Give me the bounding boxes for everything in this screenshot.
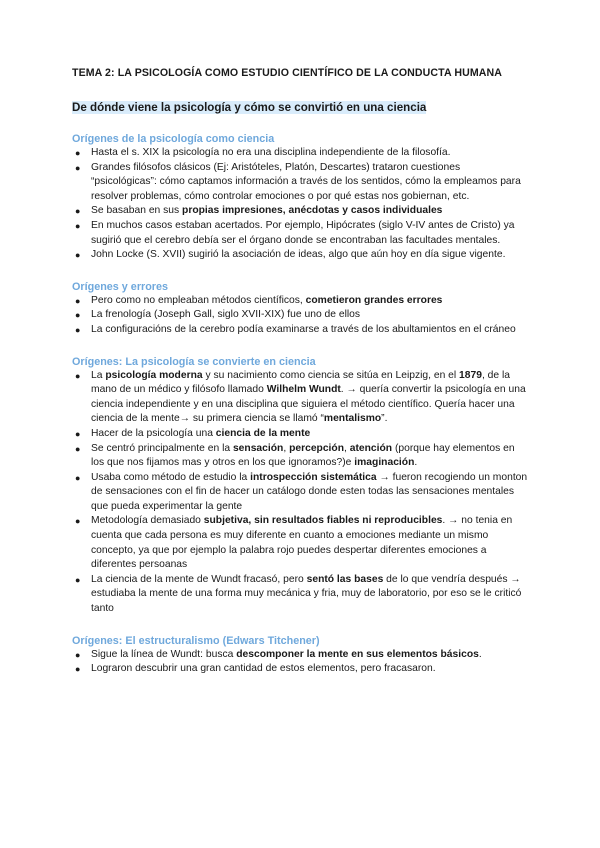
text-run: La frenología (Joseph Gall, siglo XVII-XIX) fue uno de ellos xyxy=(91,309,361,321)
text-run: . xyxy=(478,648,482,660)
list-item xyxy=(72,662,528,677)
list-item xyxy=(72,442,528,471)
text-run: En muchos casos estaban acertados. Por ejemplo, Hipócrates (siglo V-IV antes de Cristo) ya sugirió que el cerebro debía ser el órgano donde se encontraban las facultades mentales. xyxy=(91,219,515,246)
text-run: Hacer de la psicología una xyxy=(91,427,216,439)
bold-text: subjetiva, sin resultados fiables ni reproducibles xyxy=(203,515,443,527)
list-item xyxy=(72,514,528,572)
bullet-list xyxy=(72,294,528,338)
text-run: , de la mano de un médico y filósofo llamado xyxy=(91,369,511,396)
bullet-dot-icon: ● xyxy=(75,428,81,439)
text-run: . → quería convertir la psicología en una ciencia independiente y en una disciplina que siguiera el método científico. Quería hacer una ciencia de la mente→ su primera ciencia se llamó “ xyxy=(91,384,526,425)
bold-text: mentalismo xyxy=(323,413,382,425)
section xyxy=(72,355,528,617)
list-item xyxy=(72,308,528,323)
text-run: Se centró principalmente en la xyxy=(91,442,233,454)
text-run: Hasta el s. XIX la psicología no era una disciplina independiente de la filosofía. xyxy=(91,147,451,158)
section xyxy=(72,280,528,338)
bullet-dot-icon: ● xyxy=(75,220,81,231)
text-run: John Locke (S. XVII) sugirió la asociación de ideas, algo que aún hoy en día sigue vigente. xyxy=(91,249,506,261)
bullet-dot-icon: ● xyxy=(75,574,81,585)
text-run: . xyxy=(414,457,418,469)
bold-text: percepción xyxy=(289,442,344,454)
list-item xyxy=(72,161,528,205)
sections-container xyxy=(72,132,528,677)
bullet-dot-icon: ● xyxy=(75,162,81,173)
list-item xyxy=(72,648,528,663)
bold-text: introspección sistemática xyxy=(250,471,377,483)
list-item xyxy=(72,219,528,248)
section-heading: Orígenes de la psicología como ciencia xyxy=(72,133,275,145)
bold-text: sensación xyxy=(232,442,284,454)
text-run: Usaba como método de estudio la xyxy=(91,471,251,483)
text-run: , xyxy=(344,442,350,454)
document-body xyxy=(72,66,528,677)
bullet-dot-icon: ● xyxy=(75,250,81,261)
text-run: La ciencia de la mente de Wundt fracasó, pero xyxy=(91,573,307,585)
bullet-list xyxy=(72,369,528,617)
bold-text: sentó las bases xyxy=(306,573,384,585)
text-run: Lograron descubrir una gran cantidad de estos elementos, pero fracasaron. xyxy=(91,663,436,675)
bullet-dot-icon: ● xyxy=(75,443,81,454)
list-item xyxy=(72,471,528,515)
document-title: TEMA 2: LA PSICOLOGÍA COMO ESTUDIO CIENTÍFICO DE LA CONDUCTA HUMANA xyxy=(72,67,503,79)
bullet-dot-icon: ● xyxy=(75,324,81,335)
text-run: La configuracións de la cerebro podía examinarse a través de los abultamientos en el cráneo xyxy=(91,323,516,335)
list-item xyxy=(72,248,528,263)
subtitle-highlight: De dónde viene la psicología y cómo se convirtió en una ciencia xyxy=(72,101,427,114)
bullet-dot-icon: ● xyxy=(75,310,81,321)
text-run: ”. xyxy=(381,413,388,425)
bullet-dot-icon: ● xyxy=(75,649,81,660)
bullet-list xyxy=(72,648,528,677)
bullet-dot-icon: ● xyxy=(75,206,81,217)
list-item xyxy=(72,573,528,617)
text-run: → fueron recogiendo un monton de sensaciones con el fin de hacer un catálogo donde esten todas las sensaciones mentales que pueda experimentar la gente xyxy=(91,471,528,512)
section xyxy=(72,132,528,263)
list-item xyxy=(72,294,528,309)
text-run: , xyxy=(283,442,290,454)
bold-text: descomponer la mente en sus elementos básicos xyxy=(236,648,479,660)
list-item xyxy=(72,146,528,161)
bullet-dot-icon: ● xyxy=(75,516,81,527)
bold-text: imaginación xyxy=(354,457,415,469)
section-heading: Orígenes: La psicología se convierte en ciencia xyxy=(72,355,316,368)
section-heading: Orígenes y errores xyxy=(72,280,169,293)
section-heading: Orígenes: El estructuralismo (Edwars Titchener) xyxy=(72,634,320,647)
bold-text: atención xyxy=(349,442,393,454)
bullet-dot-icon: ● xyxy=(75,472,81,483)
list-item xyxy=(72,369,528,427)
bullet-dot-icon: ● xyxy=(75,664,81,675)
bullet-list xyxy=(72,146,528,263)
bold-text: cometieron grandes errores xyxy=(305,294,443,306)
text-run: Metodología demasiado xyxy=(91,515,204,527)
list-item xyxy=(72,204,528,219)
bold-text: propias impresiones, anécdotas y casos individuales xyxy=(182,205,443,217)
section xyxy=(72,634,528,677)
bold-text: Wilhelm Wundt xyxy=(266,384,341,396)
list-item xyxy=(72,323,528,338)
list-item xyxy=(72,427,528,442)
text-run: Se basaban en sus xyxy=(91,205,183,217)
text-run: (porque hay elementos en los que nos fijamos mas y otros en los que ignoramos?)e xyxy=(91,442,515,469)
bold-text: psicología moderna xyxy=(105,369,203,381)
bullet-dot-icon: ● xyxy=(75,295,81,306)
text-run: . → no tenia en cuenta que cada persona es muy diferente en cuanto a emociones mediante un mismo concepto, ya que por ejemplo la palabra rojo puedes despertar diferentes emociones a diferentes persoanas xyxy=(91,515,513,571)
text-run: La xyxy=(91,369,106,381)
document-subtitle xyxy=(72,100,528,115)
bullet-dot-icon: ● xyxy=(75,370,81,381)
bold-text: ciencia de la mente xyxy=(215,427,311,439)
bullet-dot-icon: ● xyxy=(75,148,81,158)
text-run: Pero como no empleaban métodos científicos, xyxy=(91,294,306,306)
text-run: de lo que vendría después → estudiaba la mente de una forma muy mecánica y fria, muy de laboratorio, por eso se le criticó tanto xyxy=(91,573,522,615)
text-run: Grandes filósofos clásicos (Ej: Aristóteles, Platón, Descartes) trataron cuestiones “psicológicas”: cómo captamos información a través de los sentidos, cómo la empleamos para resolver problemas, cómo controlar emociones o por qué estas nos gobiernan, etc. xyxy=(91,161,521,202)
text-run: Sigue la línea de Wundt: busca xyxy=(91,648,237,660)
text-run: y su nacimiento como ciencia se sitúa en Leipzig, en el xyxy=(202,369,460,381)
bold-text: 1879 xyxy=(459,369,482,381)
